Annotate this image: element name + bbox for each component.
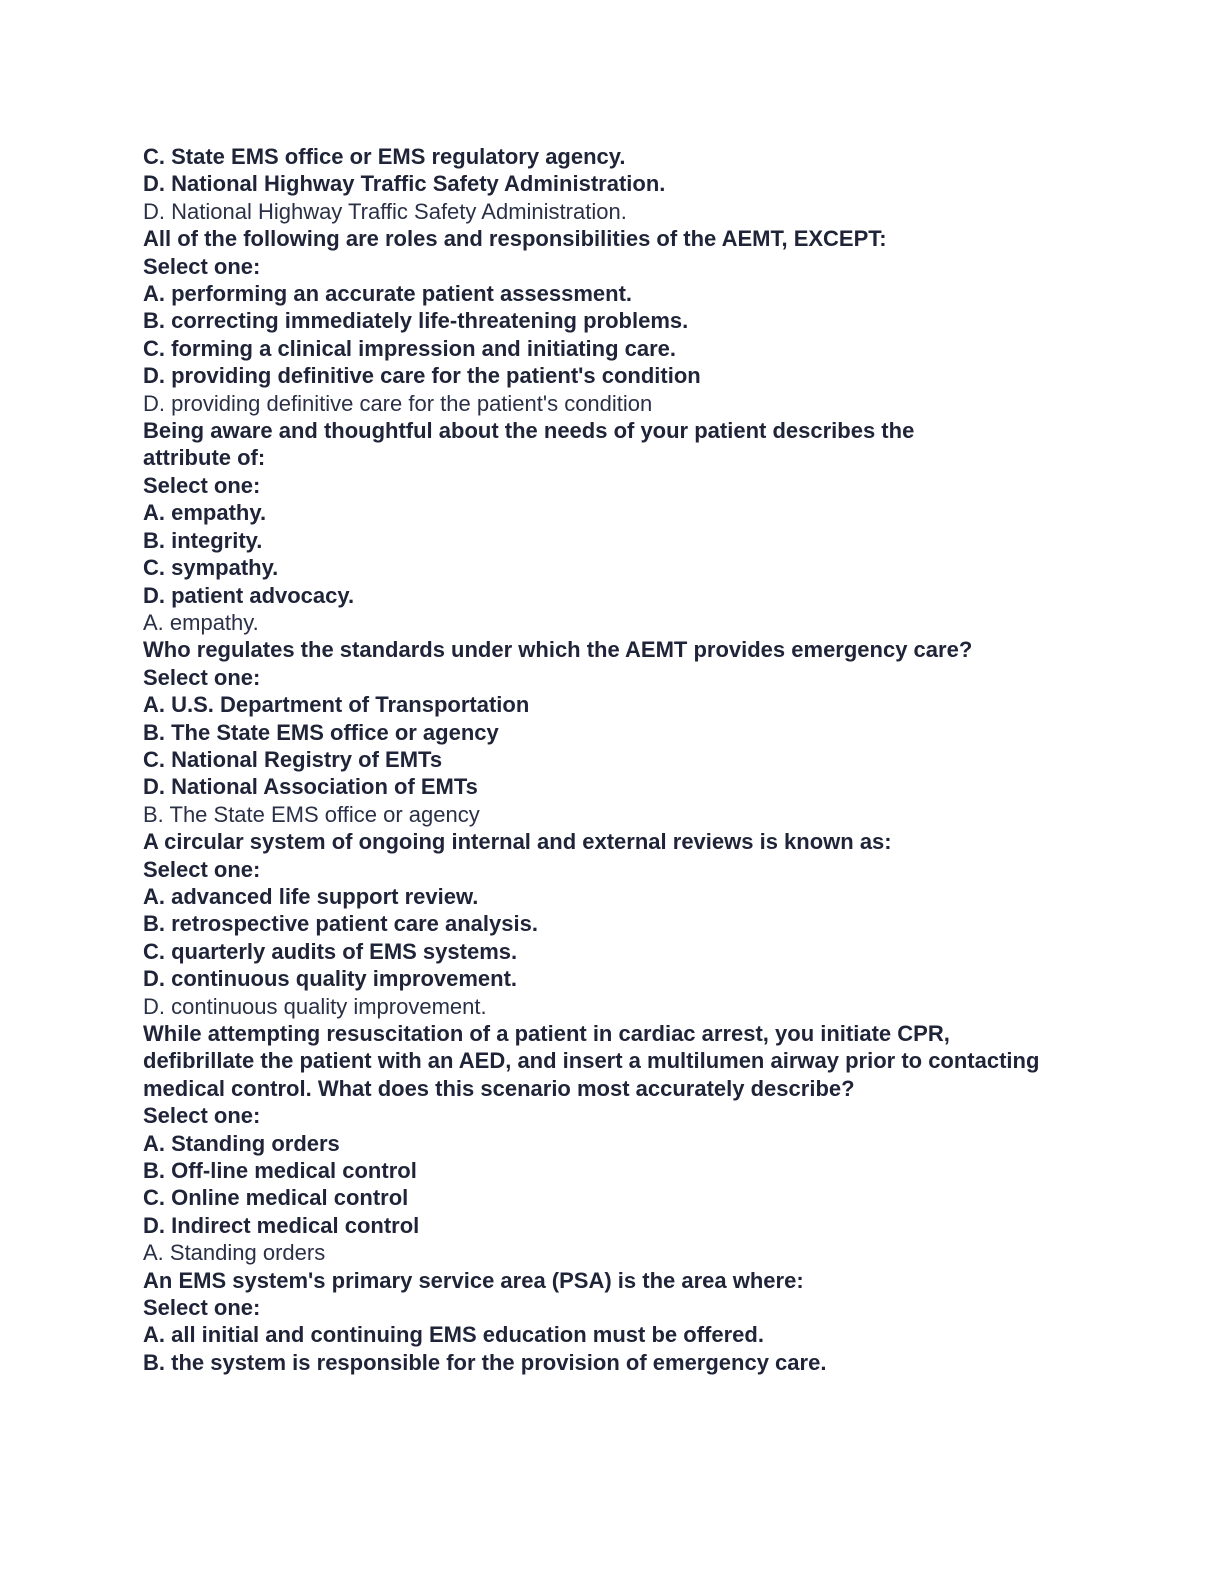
- answer-option: B. Off-line medical control: [143, 1158, 417, 1184]
- answer-option: C. sympathy.: [143, 555, 279, 581]
- select-prompt: Select one:: [143, 856, 261, 882]
- answer-option: C. National Registry of EMTs: [143, 746, 443, 772]
- answer-option: C. forming a clinical impression and initiating care.: [143, 335, 677, 361]
- answer-option: C. Online medical control: [143, 1185, 409, 1211]
- answer-option: B. the system is responsible for the provision of emergency care.: [143, 1349, 827, 1375]
- answer-option: A. advanced life support review.: [143, 883, 479, 909]
- answer-option: D. Indirect medical control: [143, 1212, 420, 1238]
- answer-option: D. National Association of EMTs: [143, 774, 478, 800]
- question-block: [143, 828, 1103, 1020]
- question-text: Being aware and thoughtful about the needs of your patient describes the attribute of:: [143, 418, 915, 471]
- select-prompt: Select one:: [143, 472, 261, 498]
- answer-option: B. retrospective patient care analysis.: [143, 911, 538, 937]
- question-text: While attempting resuscitation of a patient in cardiac arrest, you initiate CPR, defibrillate the patient with an AED, and insert a multilumen airway prior to contacting medical control. What does this scenario most accurately describe?: [143, 1021, 1040, 1101]
- select-prompt: Select one:: [143, 1295, 261, 1321]
- select-prompt: Select one:: [143, 664, 261, 690]
- answer-option: B. The State EMS office or agency: [143, 719, 499, 745]
- question-block: [143, 417, 1103, 636]
- correct-answer: A. empathy.: [143, 609, 259, 635]
- answer-option: C. State EMS office or EMS regulatory agency.: [143, 144, 626, 169]
- question-text: Who regulates the standards under which the AEMT provides emergency care?: [143, 637, 973, 663]
- question-block: [143, 1267, 1103, 1377]
- answer-option: A. empathy.: [143, 500, 267, 526]
- answer-option: A. U.S. Department of Transportation: [143, 692, 530, 718]
- answer-option: A. Standing orders: [143, 1130, 340, 1156]
- question-block: [143, 636, 1103, 828]
- answer-option: D. patient advocacy.: [143, 582, 355, 608]
- answer-option: B. integrity.: [143, 527, 263, 553]
- question-text: All of the following are roles and responsibilities of the AEMT, EXCEPT:: [143, 226, 887, 252]
- question-text: An EMS system's primary service area (PSA) is the area where:: [143, 1267, 804, 1293]
- answer-option: D. National Highway Traffic Safety Administration.: [143, 171, 666, 197]
- question-text: A circular system of ongoing internal and external reviews is known as:: [143, 829, 892, 855]
- answer-option: A. all initial and continuing EMS education must be offered.: [143, 1322, 764, 1348]
- answer-option: A. performing an accurate patient assessment.: [143, 281, 633, 307]
- correct-answer: D. National Highway Traffic Safety Administration.: [143, 198, 627, 224]
- question-block: [143, 143, 1103, 225]
- correct-answer: A. Standing orders: [143, 1240, 326, 1266]
- answer-option: C. quarterly audits of EMS systems.: [143, 938, 518, 964]
- correct-answer: D. providing definitive care for the patient's condition: [143, 390, 653, 416]
- answer-option: B. correcting immediately life-threatening problems.: [143, 308, 689, 334]
- select-prompt: Select one:: [143, 1103, 261, 1129]
- correct-answer: D. continuous quality improvement.: [143, 993, 487, 1019]
- document-page: [143, 143, 1103, 1376]
- answer-option: D. continuous quality improvement.: [143, 966, 518, 992]
- question-block: [143, 1020, 1103, 1267]
- select-prompt: Select one:: [143, 253, 261, 279]
- answer-option: D. providing definitive care for the patient's condition: [143, 363, 701, 389]
- question-block: [143, 225, 1103, 417]
- correct-answer: B. The State EMS office or agency: [143, 801, 480, 827]
